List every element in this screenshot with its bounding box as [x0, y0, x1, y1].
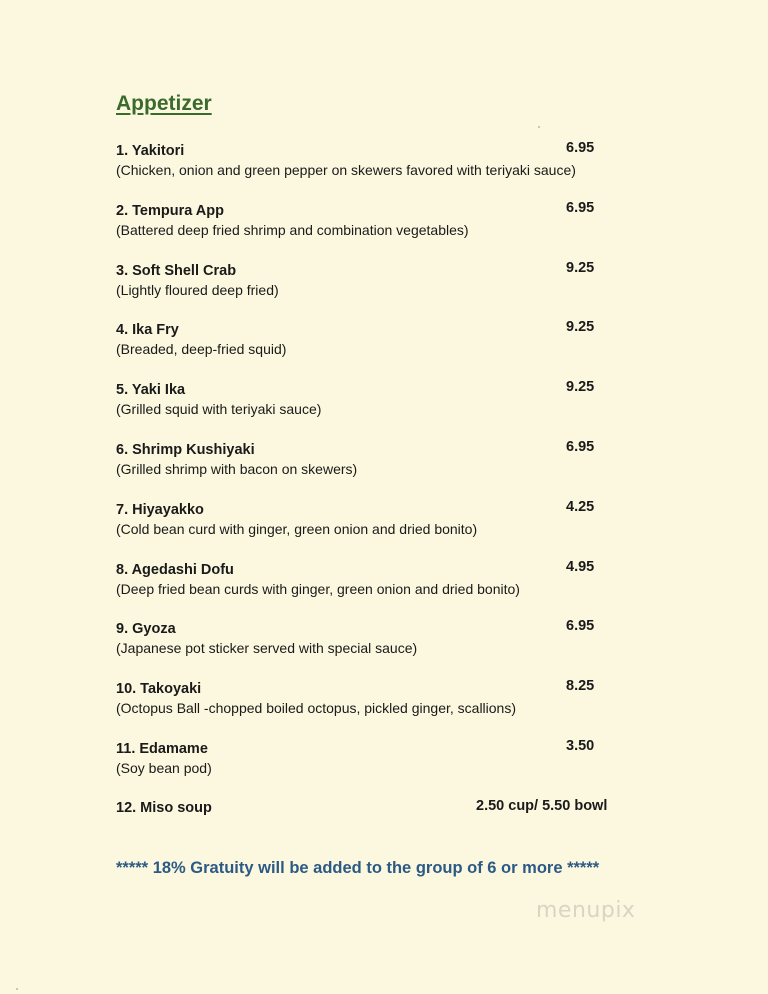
menu-item-price: 6.95 — [566, 140, 595, 156]
menu-item-description: (Deep fried bean curds with ginger, green onion and dried bonito) — [116, 580, 520, 597]
menu-item — [116, 678, 626, 738]
menu-item-name: 2. Tempura App — [116, 202, 224, 219]
menu-item-price: 9.25 — [566, 259, 595, 276]
menu-item-description: (Japanese pot sticker served with special sauce) — [116, 640, 418, 657]
menu-item-price: 9.25 — [566, 379, 595, 396]
menu-item-name: 9. Gyoza — [116, 621, 176, 638]
menu-item-name: 12. Miso soup — [116, 799, 212, 816]
menu-item-list — [116, 140, 626, 858]
menu-item — [116, 200, 626, 260]
menu-item-price: 6.95 — [566, 618, 595, 635]
menu-item — [116, 798, 626, 858]
menu-item-price: 4.25 — [566, 498, 595, 515]
menu-item-price: 2.50 cup/ 5.50 bowl — [476, 797, 608, 814]
menu-item-description: (Grilled shrimp with bacon on skewers) — [116, 460, 358, 477]
menu-item-name: 4. Ika Fry — [116, 322, 179, 339]
menu-item — [116, 738, 626, 798]
menu-item-price: 3.50 — [566, 737, 595, 754]
menu-item-description: (Battered deep fried shrimp and combination vegetables) — [116, 221, 469, 238]
menu-item-name: 8. Agedashi Dofu — [116, 561, 234, 578]
menu-item-price: 4.95 — [566, 558, 595, 575]
menu-item — [116, 319, 626, 379]
menu-item-description: (Cold bean curd with ginger, green onion and dried bonito) — [116, 520, 478, 537]
menu-item-description: (Lightly floured deep fried) — [116, 281, 279, 298]
menu-item — [116, 140, 626, 200]
menu-item-description: (Breaded, deep-fried squid) — [116, 341, 287, 358]
menu-item — [116, 439, 626, 499]
menu-item-description: (Chicken, onion and green pepper on skewers favored with teriyaki sauce) — [116, 162, 576, 178]
menu-item — [116, 559, 626, 619]
menu-item-price: 6.95 — [566, 438, 595, 455]
menu-section-heading: Appetizer — [116, 92, 212, 115]
menu-item-description: (Soy bean pod) — [116, 759, 212, 776]
scan-speck — [16, 988, 18, 990]
menu-item-price: 6.95 — [566, 199, 595, 216]
menu-item-name: 6. Shrimp Kushiyaki — [116, 441, 255, 458]
menu-item-name: 7. Hiyayakko — [116, 501, 204, 518]
menu-item — [116, 618, 626, 678]
menu-item-description: (Octopus Ball -chopped boiled octopus, pickled ginger, scallions) — [116, 700, 517, 717]
gratuity-notice: ***** 18% Gratuity will be added to the group of 6 or more ***** — [116, 859, 600, 877]
menu-item-name: 10. Takoyaki — [116, 681, 202, 698]
menu-item-price: 9.25 — [566, 319, 595, 336]
menu-item-name: 3. Soft Shell Crab — [116, 262, 237, 279]
menu-item-description: (Grilled squid with teriyaki sauce) — [116, 401, 322, 418]
menu-item — [116, 379, 626, 439]
watermark-logo: menupix — [536, 898, 636, 923]
menu-item — [116, 260, 626, 320]
menu-item-name: 5. Yaki Ika — [116, 382, 186, 399]
menu-item — [116, 499, 626, 559]
menu-item-price: 8.25 — [566, 678, 595, 695]
menu-item-name: 1. Yakitori — [116, 143, 185, 159]
scan-speck — [538, 126, 540, 128]
menu-item-name: 11. Edamame — [116, 740, 208, 757]
